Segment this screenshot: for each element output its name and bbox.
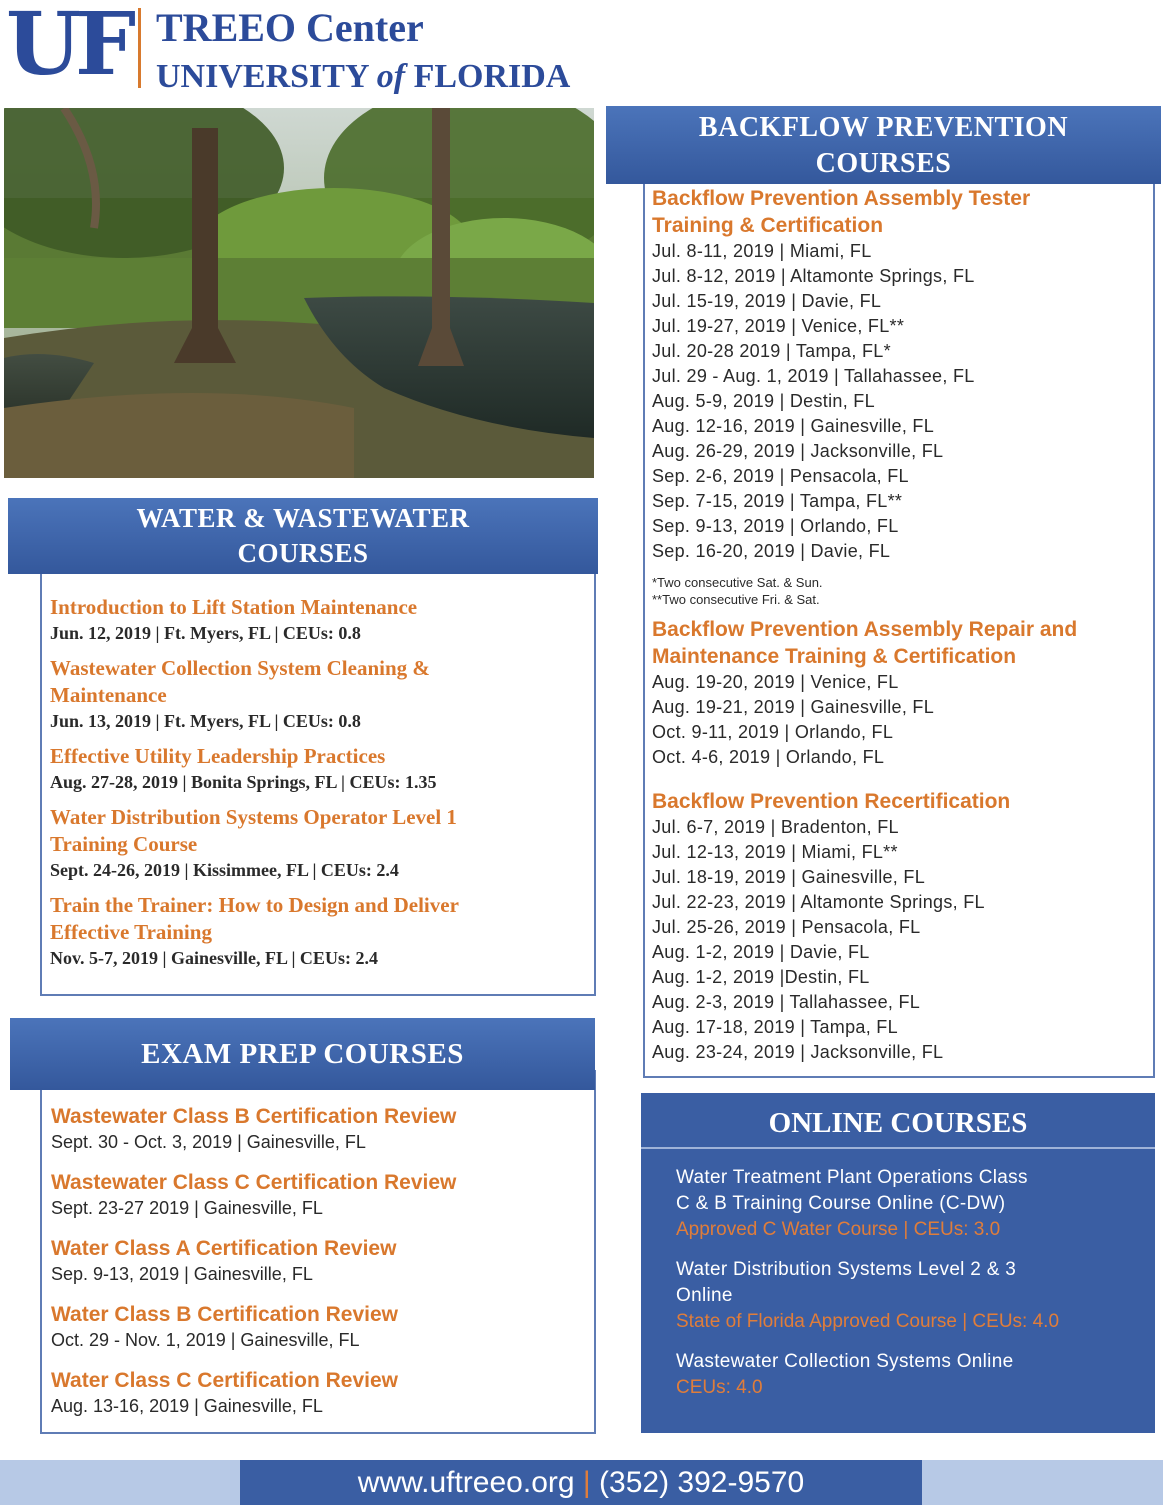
footnote: *Two consecutive Sat. & Sun.	[652, 575, 823, 590]
session-row: Oct. 4-6, 2019 | Orlando, FL	[652, 747, 885, 767]
course-title[interactable]: Train the Trainer: How to Design and Deliver Effective Training	[50, 893, 459, 944]
list-item	[676, 1165, 1146, 1243]
university-text-a: UNIVERSITY	[156, 58, 377, 95]
session-row: Sep. 16-20, 2019 | Davie, FL	[652, 541, 891, 561]
online-course-title-2[interactable]: C & B Training Course Online (C-DW)	[676, 1193, 1006, 1214]
list-item	[50, 892, 590, 970]
course-title[interactable]: Effective Utility Leadership Practices	[50, 744, 386, 768]
water-wastewater-list	[50, 594, 590, 980]
water-wastewater-banner	[8, 498, 598, 574]
course-details: Oct. 29 - Nov. 1, 2019 | Gainesville, FL	[51, 1330, 360, 1350]
list-item	[51, 1236, 591, 1286]
backflow-heading: BACKFLOW PREVENTION	[698, 112, 1069, 143]
session-row: Aug. 26-29, 2019 | Jacksonville, FL	[652, 441, 944, 461]
session-row: Aug. 17-18, 2019 | Tampa, FL	[652, 1017, 898, 1037]
session-row: Jul. 8-11, 2019 | Miami, FL	[652, 241, 872, 261]
list-item	[50, 655, 590, 733]
list-item	[50, 804, 590, 882]
session-row: Jul. 15-19, 2019 | Davie, FL	[652, 291, 882, 311]
course-title[interactable]: Wastewater Collection System Cleaning & Maintenance	[50, 656, 430, 707]
course-title[interactable]: Wastewater Class B Certification Review	[51, 1105, 457, 1128]
course-details: Aug. 27-28, 2019 | Bonita Springs, FL | CEUs: 1.35	[50, 772, 437, 792]
list-item	[676, 1349, 1146, 1401]
exam-prep-heading: EXAM PREP COURSES	[141, 1038, 464, 1070]
course-details: Jun. 12, 2019 | Ft. Myers, FL | CEUs: 0.8	[50, 623, 361, 643]
nature-photo	[4, 108, 594, 478]
list-item	[51, 1368, 591, 1418]
online-course-title[interactable]: Water Distribution Systems Level 2 & 3	[676, 1259, 1017, 1280]
water-wastewater-heading: WATER & WASTEWATER	[136, 503, 470, 533]
list-item	[676, 1257, 1146, 1335]
online-course-title[interactable]: Wastewater Collection Systems Online	[676, 1351, 1014, 1372]
logo-divider	[138, 8, 141, 88]
online-divider	[641, 1147, 1155, 1149]
course-details: Jun. 13, 2019 | Ft. Myers, FL | CEUs: 0.8	[50, 711, 361, 731]
repair-course-title[interactable]	[652, 616, 1152, 670]
online-course-title-2[interactable]: Online	[676, 1285, 733, 1306]
list-item	[51, 1104, 591, 1154]
footer-contact	[240, 1460, 922, 1505]
course-details: Sept. 30 - Oct. 3, 2019 | Gainesville, FL	[51, 1132, 366, 1152]
session-row: Jul. 18-19, 2019 | Gainesville, FL	[652, 867, 926, 887]
session-row: Jul. 22-23, 2019 | Altamonte Springs, FL	[652, 892, 985, 912]
online-list	[676, 1165, 1146, 1415]
session-row: Jul. 6-7, 2019 | Bradenton, FL	[652, 817, 899, 837]
online-course-approval: State of Florida Approved Course | CEUs: 4.0	[676, 1311, 1060, 1332]
tester-course-title[interactable]	[652, 185, 1152, 239]
backflow-list	[652, 185, 1152, 1065]
course-title[interactable]: Water Distribution Systems Operator Level 1 Training Course	[50, 805, 457, 856]
exam-prep-banner	[10, 1018, 595, 1090]
footnote: **Two consecutive Fri. & Sat.	[652, 592, 820, 607]
session-row: Aug. 1-2, 2019 | Davie, FL	[652, 942, 870, 962]
treeo-center-title: TREEO Center	[156, 5, 424, 50]
water-wastewater-heading-2: COURSES	[237, 538, 369, 568]
course-details: Sept. 24-26, 2019 | Kissimmee, FL | CEUs: 2.4	[50, 860, 399, 880]
recert-sessions	[652, 815, 1152, 1065]
exam-prep-list	[51, 1104, 591, 1434]
session-row: Jul. 25-26, 2019 | Pensacola, FL	[652, 917, 921, 937]
session-row: Sep. 9-13, 2019 | Orlando, FL	[652, 516, 899, 536]
session-row: Aug. 2-3, 2019 | Tallahassee, FL	[652, 992, 921, 1012]
session-row: Oct. 9-11, 2019 | Orlando, FL	[652, 722, 894, 742]
session-row: Jul. 8-12, 2019 | Altamonte Springs, FL	[652, 266, 975, 286]
session-row: Aug. 23-24, 2019 | Jacksonville, FL	[652, 1042, 944, 1062]
session-row: Aug. 1-2, 2019 |Destin, FL	[652, 967, 870, 987]
session-row: Jul. 29 - Aug. 1, 2019 | Tallahassee, FL	[652, 366, 975, 386]
backflow-banner	[606, 106, 1161, 184]
repair-title-line1: Backflow Prevention Assembly Repair and	[652, 618, 1078, 641]
online-course-approval: Approved C Water Course | CEUs: 3.0	[676, 1219, 1001, 1240]
uf-logo-mark: UF	[6, 0, 131, 95]
online-course-title[interactable]: Water Treatment Plant Operations Class	[676, 1167, 1028, 1188]
repair-title-line2: Maintenance Training & Certification	[652, 645, 1017, 668]
course-details: Sept. 23-27 2019 | Gainesville, FL	[51, 1198, 323, 1218]
recert-course-title[interactable]: Backflow Prevention Recertification	[652, 790, 1011, 813]
session-row: Aug. 5-9, 2019 | Destin, FL	[652, 391, 875, 411]
tester-title-line1: Backflow Prevention Assembly Tester	[652, 187, 1031, 210]
session-row: Jul. 19-27, 2019 | Venice, FL**	[652, 316, 905, 336]
course-title[interactable]: Water Class C Certification Review	[51, 1369, 398, 1392]
website-link[interactable]: www.uftreeo.org	[357, 1466, 575, 1499]
session-row: Aug. 19-20, 2019 | Venice, FL	[652, 672, 899, 692]
pond-landscape-image	[4, 108, 594, 478]
online-heading: ONLINE COURSES	[768, 1107, 1028, 1139]
university-name	[156, 58, 570, 96]
course-title[interactable]: Wastewater Class C Certification Review	[51, 1171, 457, 1194]
repair-sessions	[652, 670, 1152, 770]
session-row: Sep. 2-6, 2019 | Pensacola, FL	[652, 466, 909, 486]
list-item	[51, 1302, 591, 1352]
online-course-approval: CEUs: 4.0	[676, 1377, 763, 1398]
tester-sessions	[652, 239, 1152, 564]
university-text-of: of	[376, 58, 406, 95]
course-details: Aug. 13-16, 2019 | Gainesville, FL	[51, 1396, 323, 1416]
course-details: Sep. 9-13, 2019 | Gainesville, FL	[51, 1264, 313, 1284]
backflow-heading-2: COURSES	[815, 148, 952, 179]
tester-title-line2: Training & Certification	[652, 214, 884, 237]
course-details: Nov. 5-7, 2019 | Gainesville, FL | CEUs: 2.4	[50, 948, 378, 968]
session-row: Sep. 7-15, 2019 | Tampa, FL**	[652, 491, 903, 511]
session-row: Aug. 19-21, 2019 | Gainesville, FL	[652, 697, 935, 717]
university-text-b: FLORIDA	[405, 58, 571, 95]
course-title[interactable]: Water Class A Certification Review	[51, 1237, 397, 1260]
session-row: Aug. 12-16, 2019 | Gainesville, FL	[652, 416, 935, 436]
course-title[interactable]: Introduction to Lift Station Maintenance	[50, 595, 418, 619]
list-item	[50, 594, 590, 645]
phone-number[interactable]: (352) 392-9570	[599, 1466, 805, 1499]
session-row: Jul. 12-13, 2019 | Miami, FL**	[652, 842, 898, 862]
footnotes	[652, 574, 1152, 608]
footer-separator: |	[582, 1466, 591, 1499]
session-row: Jul. 20-28 2019 | Tampa, FL*	[652, 341, 891, 361]
list-item	[51, 1170, 591, 1220]
course-title[interactable]: Water Class B Certification Review	[51, 1303, 398, 1326]
list-item	[50, 743, 590, 794]
